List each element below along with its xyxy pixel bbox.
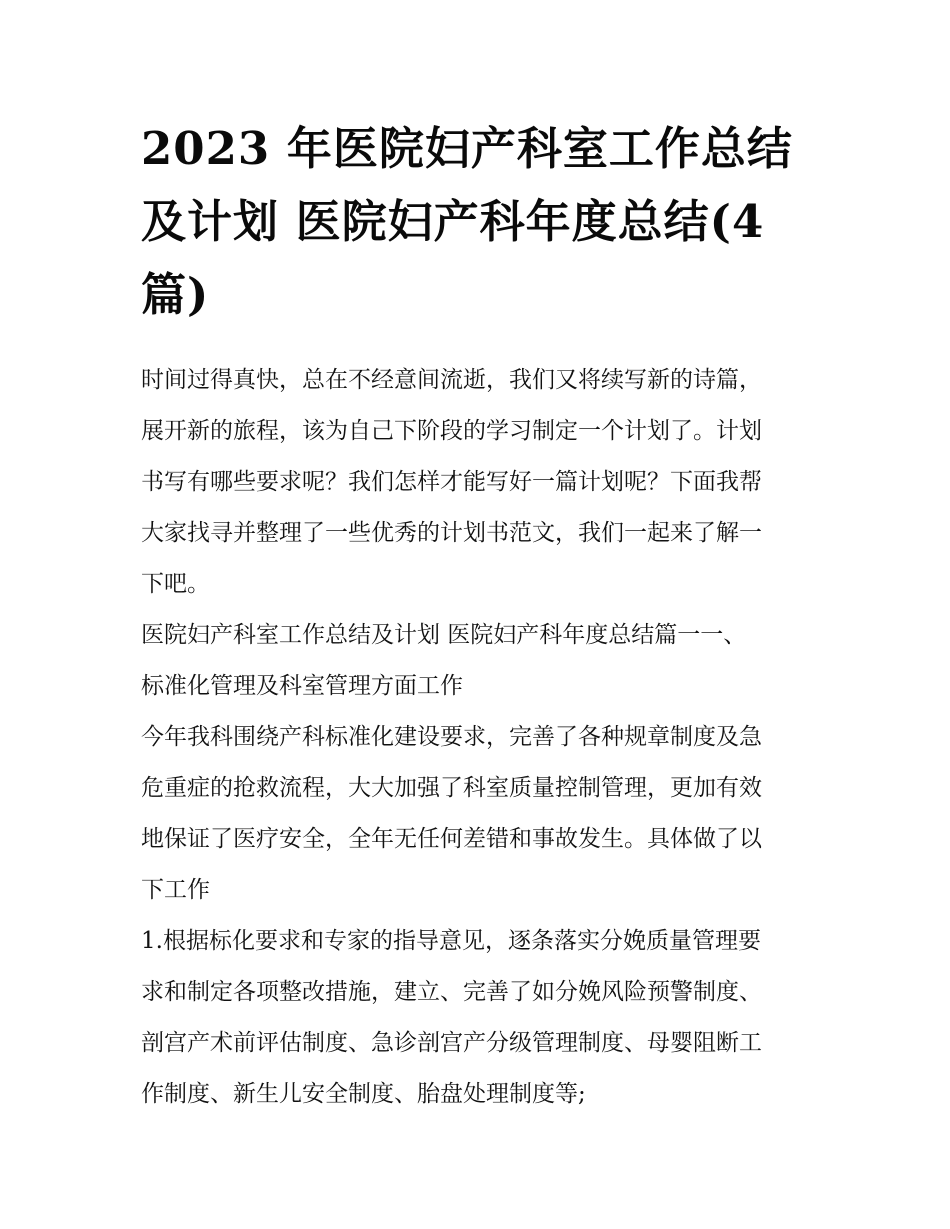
body-paragraph: 今年我科围绕产科标准化建设要求，完善了各种规章制度及急 危重症的抢救流程，大大加强了科室质量控制管理，更加有效 地保证了医疗安全，全年无任何差错和事故发生。具体做了以 下工作	[141, 724, 762, 903]
section-heading: 医院妇产科室工作总结及计划 医院妇产科年度总结篇一一、 标准化管理及科室管理方面工作	[141, 622, 747, 699]
document-title: 2023 年医院妇产科室工作总结 及计划 医院妇产科年度总结(4 篇)	[141, 122, 793, 321]
intro-paragraph: 时间过得真快，总在不经意间流逝，我们又将续写新的诗篇， 展开新的旅程，该为自己下阶段的学习制定一个计划了。计划 书写有哪些要求呢？我们怎样才能写好一篇计划呢？下面我帮 大家找寻并整理了一些优秀的计划书范文，我们一起来了解一 下吧。	[141, 367, 762, 597]
list-item-1: 1.根据标化要求和专家的指导意见，逐条落实分娩质量管理要 求和制定各项整改措施，建立、完善了如分娩风险预警制度、 剖宫产术前评估制度、急诊剖宫产分级管理制度、母婴阻断工 作制度、新生儿安全制度、胎盘处理制度等;	[141, 928, 762, 1107]
document-page	[141, 112, 821, 1120]
document-body	[141, 355, 821, 1120]
